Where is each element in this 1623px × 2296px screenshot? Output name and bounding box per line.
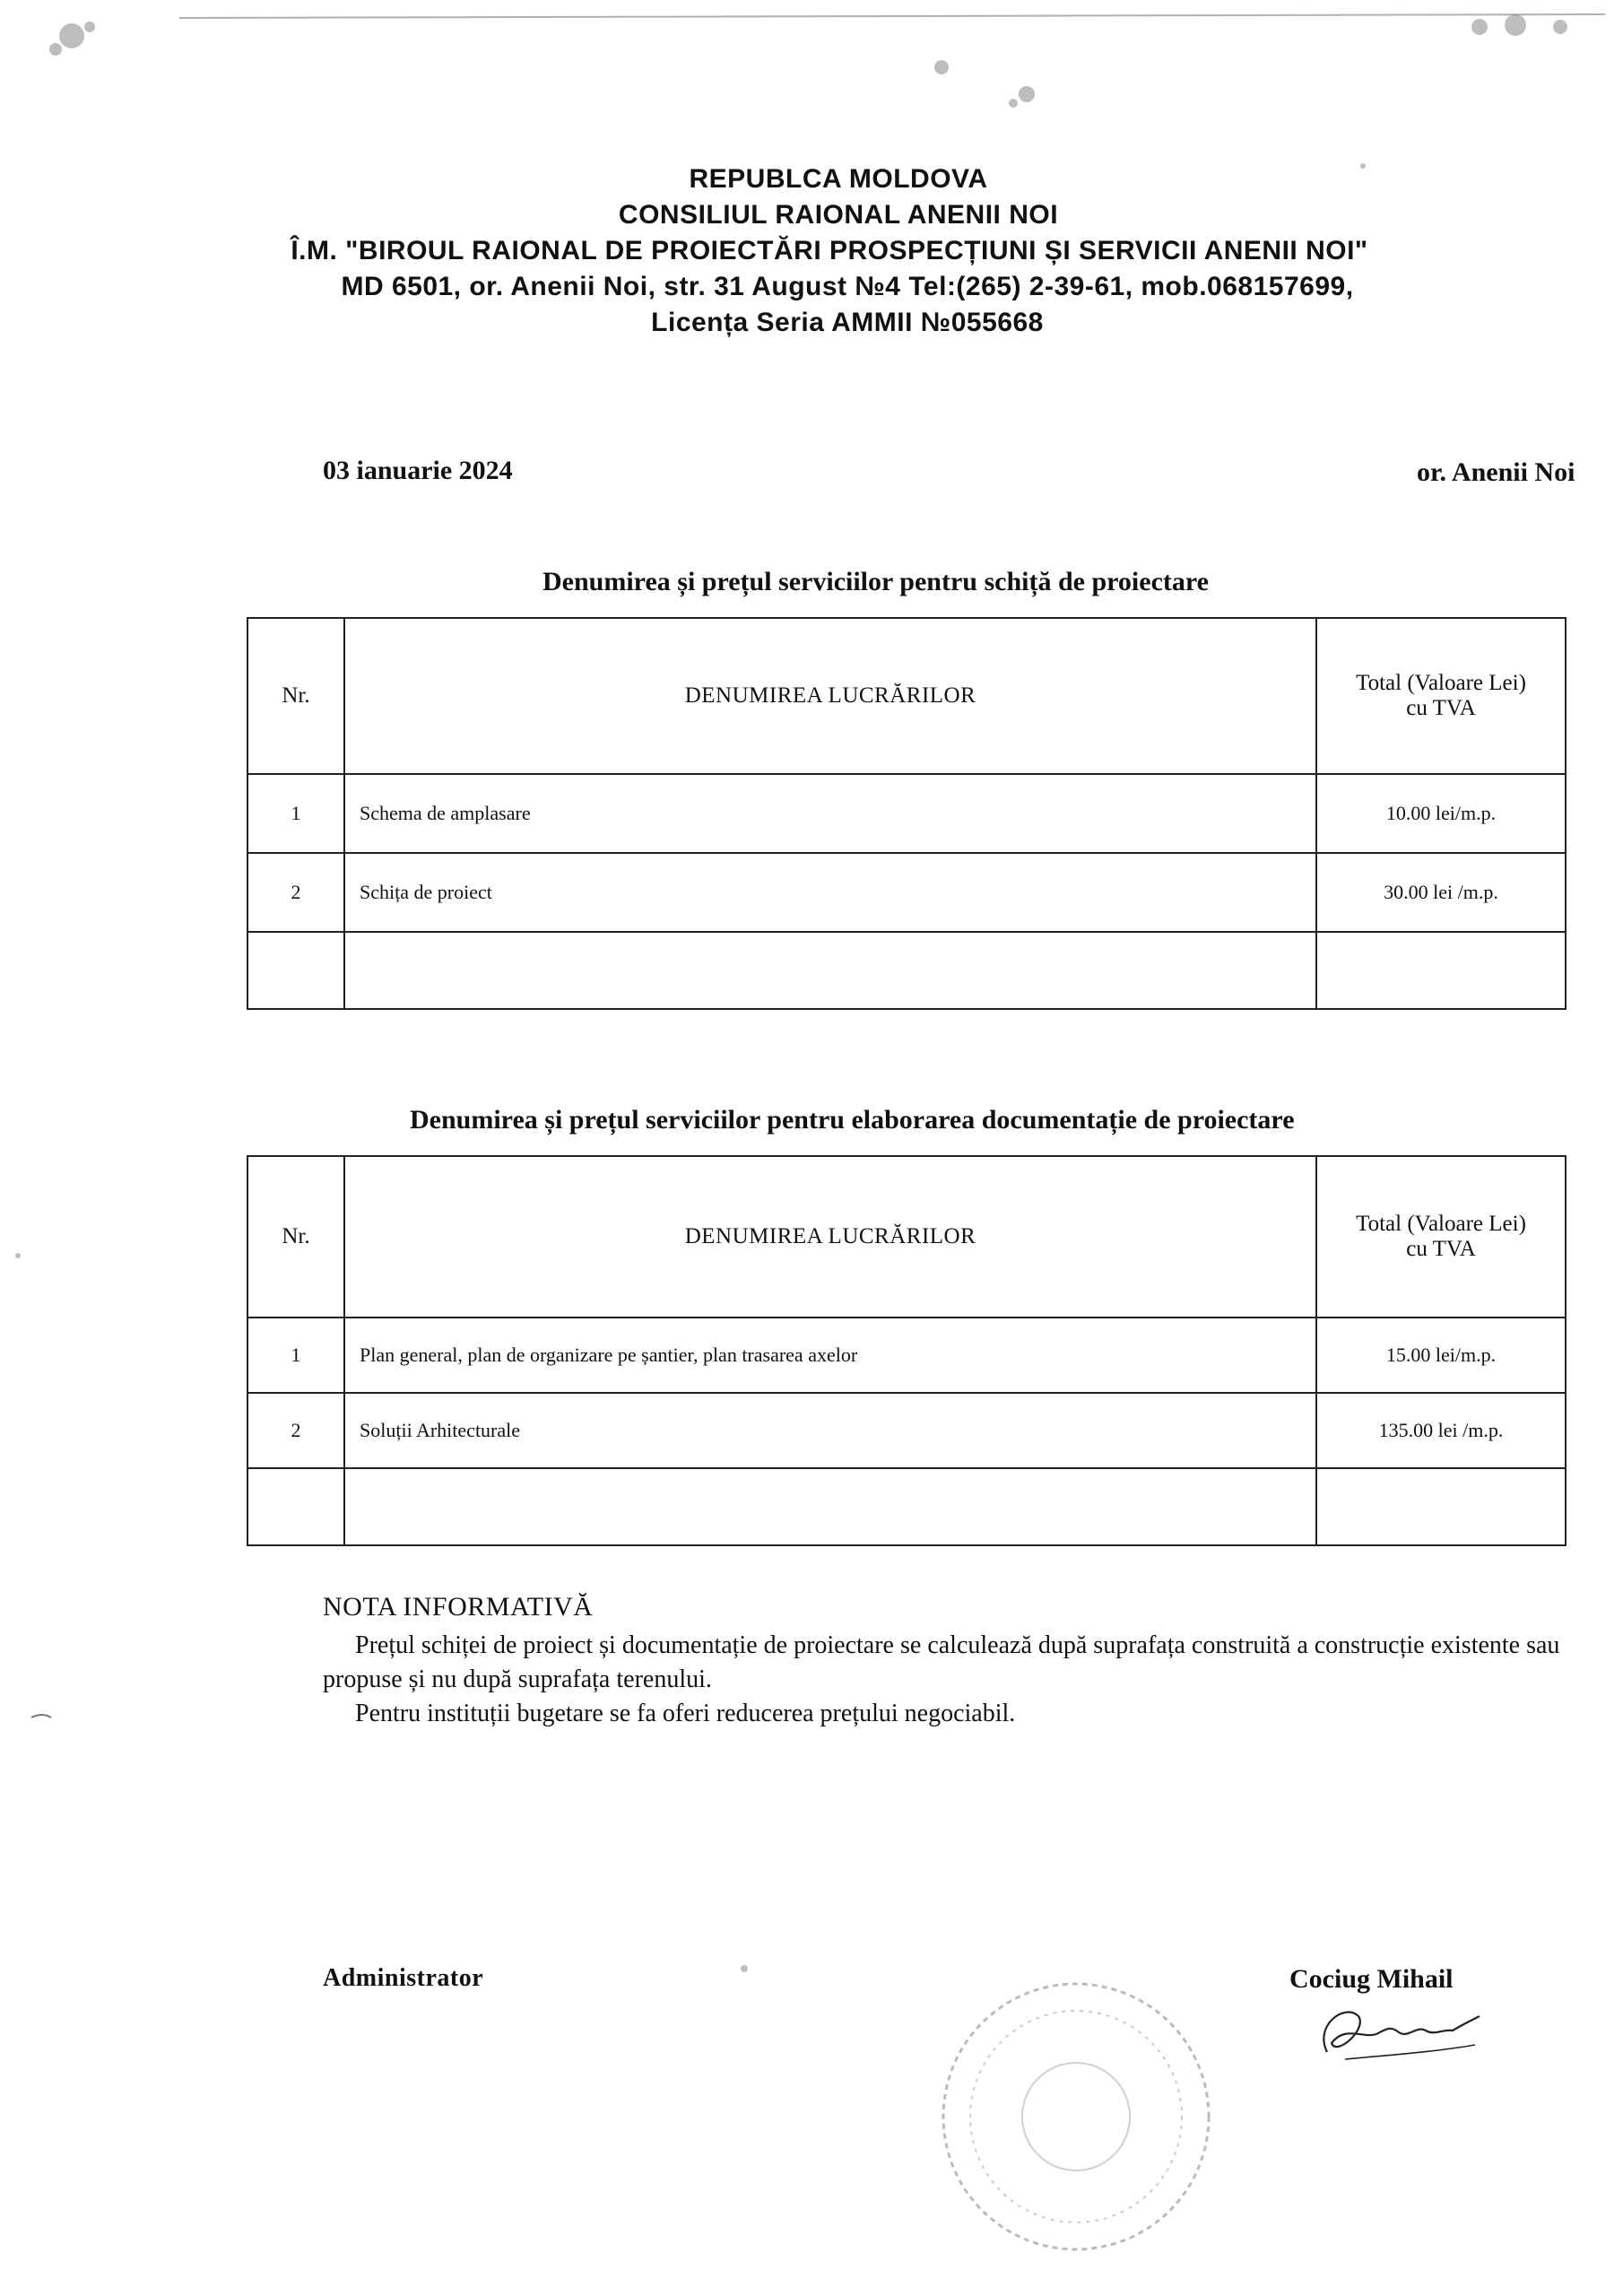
- table-empty-row: [247, 932, 1566, 1009]
- nota-title: NOTA INFORMATIVĂ: [323, 1592, 594, 1622]
- header-council: CONSILIUL RAIONAL ANENII NOI: [618, 200, 1059, 230]
- row-nr: 1: [247, 774, 344, 853]
- row-nr: 2: [247, 1393, 344, 1468]
- table-header-row: [247, 1156, 1566, 1318]
- col-total-header: [1316, 618, 1566, 774]
- header-country: REPUBLCA MOLDOVA: [689, 164, 988, 194]
- table-row: [247, 1318, 1566, 1393]
- document-date: 03 ianuarie 2024: [323, 456, 513, 485]
- header-address: MD 6501, or. Anenii Noi, str. 31 August №4 Tel:(265) 2-39-61, mob.068157699,: [341, 272, 1354, 301]
- letterhead: [0, 161, 1623, 341]
- faded-stamp: [933, 1973, 1219, 2260]
- table2-title: Denumirea și prețul serviciilor pentru elaborarea documentație de proiectare: [410, 1105, 1295, 1135]
- row-name: Soluții Arhitecturale: [344, 1393, 1316, 1468]
- row-nr: 1: [247, 1318, 344, 1393]
- col-total-line2: cu TVA: [1406, 1237, 1476, 1261]
- table-row: [247, 1393, 1566, 1468]
- table-row: [247, 853, 1566, 932]
- document-city: or. Anenii Noi: [1417, 457, 1575, 487]
- header-organization: Î.M. "BIROUL RAIONAL DE PROIECTĂRI PROSPECȚIUNI ȘI SERVICII ANENII NOI": [291, 236, 1368, 265]
- row-name: Plan general, plan de organizare pe șantier, plan trasarea axelor: [344, 1318, 1316, 1393]
- table-header-row: [247, 618, 1566, 774]
- col-name-header: DENUMIREA LUCRĂRILOR: [344, 618, 1316, 774]
- nota-paragraph-2: Pentru instituții bugetare se fa oferi reducerea prețului negociabil.: [355, 1700, 1016, 1727]
- row-price: 135.00 lei /m.p.: [1316, 1393, 1566, 1468]
- row-price: 30.00 lei /m.p.: [1316, 853, 1566, 932]
- nota-paragraph-1: Prețul schiței de proiect și documentație de proiectare se calculează după suprafața construită a construcție existente sau propuse și nu după suprafața terenului.: [323, 1631, 1560, 1693]
- handwritten-signature: [1309, 1989, 1488, 2070]
- row-name: Schema de amplasare: [344, 774, 1316, 853]
- row-price: 10.00 lei/m.p.: [1316, 774, 1566, 853]
- col-total-line1: Total (Valoare Lei): [1356, 1212, 1526, 1236]
- row-price: 15.00 lei/m.p.: [1316, 1318, 1566, 1393]
- header-license: Licența Seria AMMII №055668: [651, 308, 1044, 337]
- sketch-services-table: [247, 617, 1567, 1010]
- row-name: Schița de proiect: [344, 853, 1316, 932]
- table-row: [247, 774, 1566, 853]
- col-total-line2: cu TVA: [1406, 696, 1476, 720]
- signatory-name: Cociug Mihail: [1289, 1964, 1454, 1994]
- col-nr-header: Nr.: [247, 1156, 344, 1318]
- table-empty-row: [247, 1468, 1566, 1545]
- col-total-header: [1316, 1156, 1566, 1318]
- project-documentation-table: [247, 1155, 1567, 1546]
- table1-title: Denumirea și prețul serviciilor pentru schiță de proiectare: [542, 567, 1209, 596]
- col-name-header: DENUMIREA LUCRĂRILOR: [344, 1156, 1316, 1318]
- col-nr-header: Nr.: [247, 618, 344, 774]
- row-nr: 2: [247, 853, 344, 932]
- signatory-role: Administrator: [323, 1964, 484, 1992]
- col-total-line1: Total (Valoare Lei): [1356, 671, 1526, 695]
